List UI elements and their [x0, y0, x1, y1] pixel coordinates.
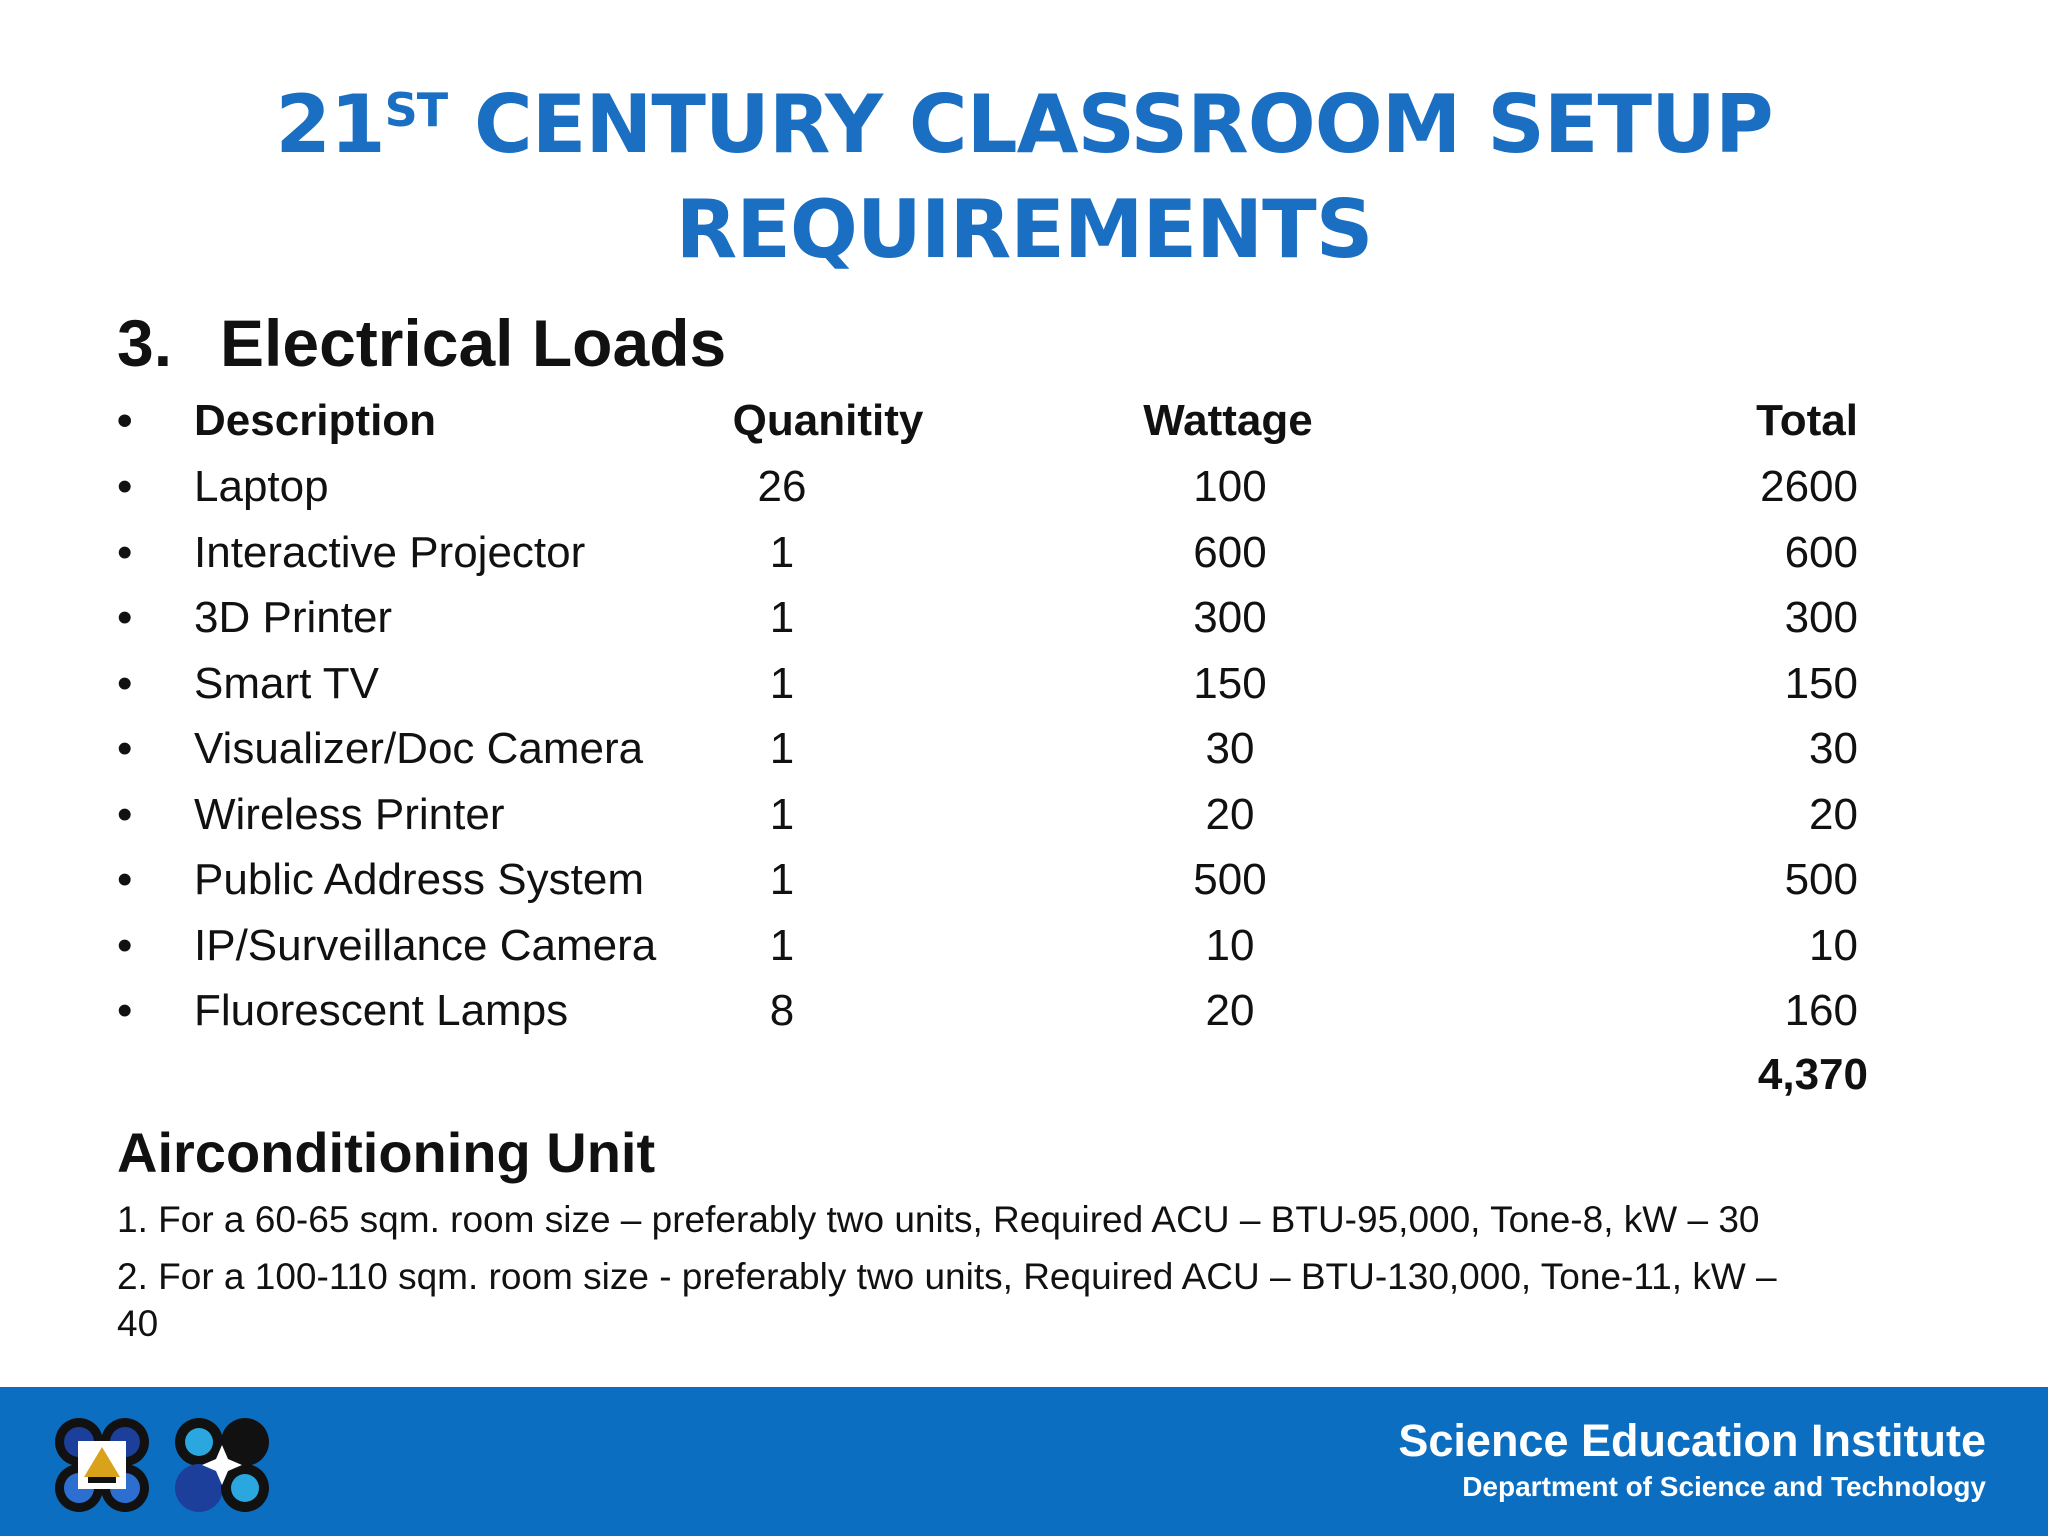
- table-header-row: [0, 396, 2048, 456]
- row-quantity: 1: [769, 920, 795, 970]
- row-total: 300: [1784, 593, 1858, 642]
- row-description: Visualizer/Doc Camera: [194, 724, 644, 773]
- section-heading: [117, 305, 726, 381]
- bullet: •: [117, 462, 133, 511]
- bullet: •: [117, 986, 133, 1035]
- row-quantity: 1: [769, 658, 795, 708]
- row-description: Laptop: [194, 462, 329, 511]
- row-total: 20: [1809, 789, 1858, 839]
- row-total: 10: [1809, 920, 1858, 970]
- bullet: •: [117, 789, 133, 839]
- row-wattage: 30: [1205, 724, 1255, 773]
- row-wattage: 600: [1193, 527, 1267, 577]
- row-quantity: 8: [769, 986, 795, 1035]
- section-title: Electrical Loads: [220, 306, 727, 380]
- table-row: [0, 855, 2048, 915]
- aircon-line-2-continued: 40: [117, 1303, 159, 1344]
- row-quantity: 1: [769, 789, 795, 839]
- table-row: [0, 462, 2048, 522]
- bullet: •: [117, 593, 133, 642]
- row-description: Interactive Projector: [194, 527, 586, 577]
- row-wattage: 20: [1205, 789, 1255, 839]
- page-title: [0, 78, 2048, 277]
- row-description: 3D Printer: [194, 593, 393, 642]
- row-total: 30: [1809, 724, 1858, 773]
- table-row: [0, 921, 2048, 981]
- header-quantity: Quanitity: [732, 396, 924, 445]
- row-description: Smart TV: [194, 658, 380, 708]
- bullet: •: [117, 658, 133, 708]
- institute-name: Science Education Institute: [1398, 1415, 1986, 1466]
- row-quantity: 1: [769, 724, 795, 773]
- row-total: 600: [1784, 527, 1858, 577]
- sei-logo-icon: [52, 1415, 152, 1515]
- table-row: [0, 593, 2048, 653]
- header-total: Total: [1756, 396, 1858, 445]
- bullet: •: [117, 724, 133, 773]
- row-wattage: 20: [1205, 986, 1255, 1035]
- table-row: [0, 790, 2048, 850]
- bullet: •: [117, 855, 133, 904]
- bullet: •: [117, 396, 133, 445]
- row-description: Public Address System: [194, 855, 644, 904]
- row-description: Wireless Printer: [194, 789, 505, 839]
- row-wattage: 150: [1193, 658, 1267, 708]
- header-description: Description: [194, 396, 437, 445]
- row-quantity: 1: [769, 593, 795, 642]
- dost-logo-icon: [172, 1415, 272, 1515]
- title-superscript: ST: [384, 83, 448, 137]
- row-wattage: 500: [1193, 855, 1267, 904]
- table-row: [0, 528, 2048, 588]
- table-row: [0, 986, 2048, 1046]
- row-description: Fluorescent Lamps: [194, 986, 569, 1035]
- section-number: 3.: [117, 306, 173, 380]
- row-quantity: 1: [769, 527, 795, 577]
- row-total: 2600: [1760, 462, 1858, 511]
- row-quantity: 26: [757, 462, 807, 511]
- table-row: [0, 659, 2048, 719]
- department-name: Department of Science and Technology: [1462, 1471, 1986, 1502]
- grand-total: 4,370: [1757, 1050, 1868, 1099]
- row-total: 500: [1784, 855, 1858, 904]
- header-wattage: Wattage: [1143, 396, 1313, 445]
- row-wattage: 300: [1193, 593, 1267, 642]
- title-line-2: REQUIREMENTS: [675, 183, 1373, 276]
- title-line-1: 21ST CENTURY CLASSROOM SETUP: [275, 78, 1773, 171]
- row-total: 160: [1784, 986, 1858, 1035]
- row-description: IP/Surveillance Camera: [194, 920, 657, 970]
- aircon-line-2: 2. For a 100-110 sqm. room size - preferably two units, Required ACU – BTU-130,000, Tone-11, kW –: [117, 1256, 1777, 1297]
- row-wattage: 10: [1205, 920, 1255, 970]
- aircon-heading: Airconditioning Unit: [117, 1121, 656, 1184]
- row-quantity: 1: [769, 855, 795, 904]
- bullet: •: [117, 527, 133, 577]
- aircon-line-1: 1. For a 60-65 sqm. room size – preferably two units, Required ACU – BTU-95,000, Tone-8, kW – 30: [117, 1199, 1760, 1240]
- footer-bar: [0, 1387, 2048, 1536]
- row-total: 150: [1784, 658, 1858, 708]
- row-wattage: 100: [1193, 462, 1267, 511]
- bullet: •: [117, 920, 133, 970]
- table-row: [0, 724, 2048, 784]
